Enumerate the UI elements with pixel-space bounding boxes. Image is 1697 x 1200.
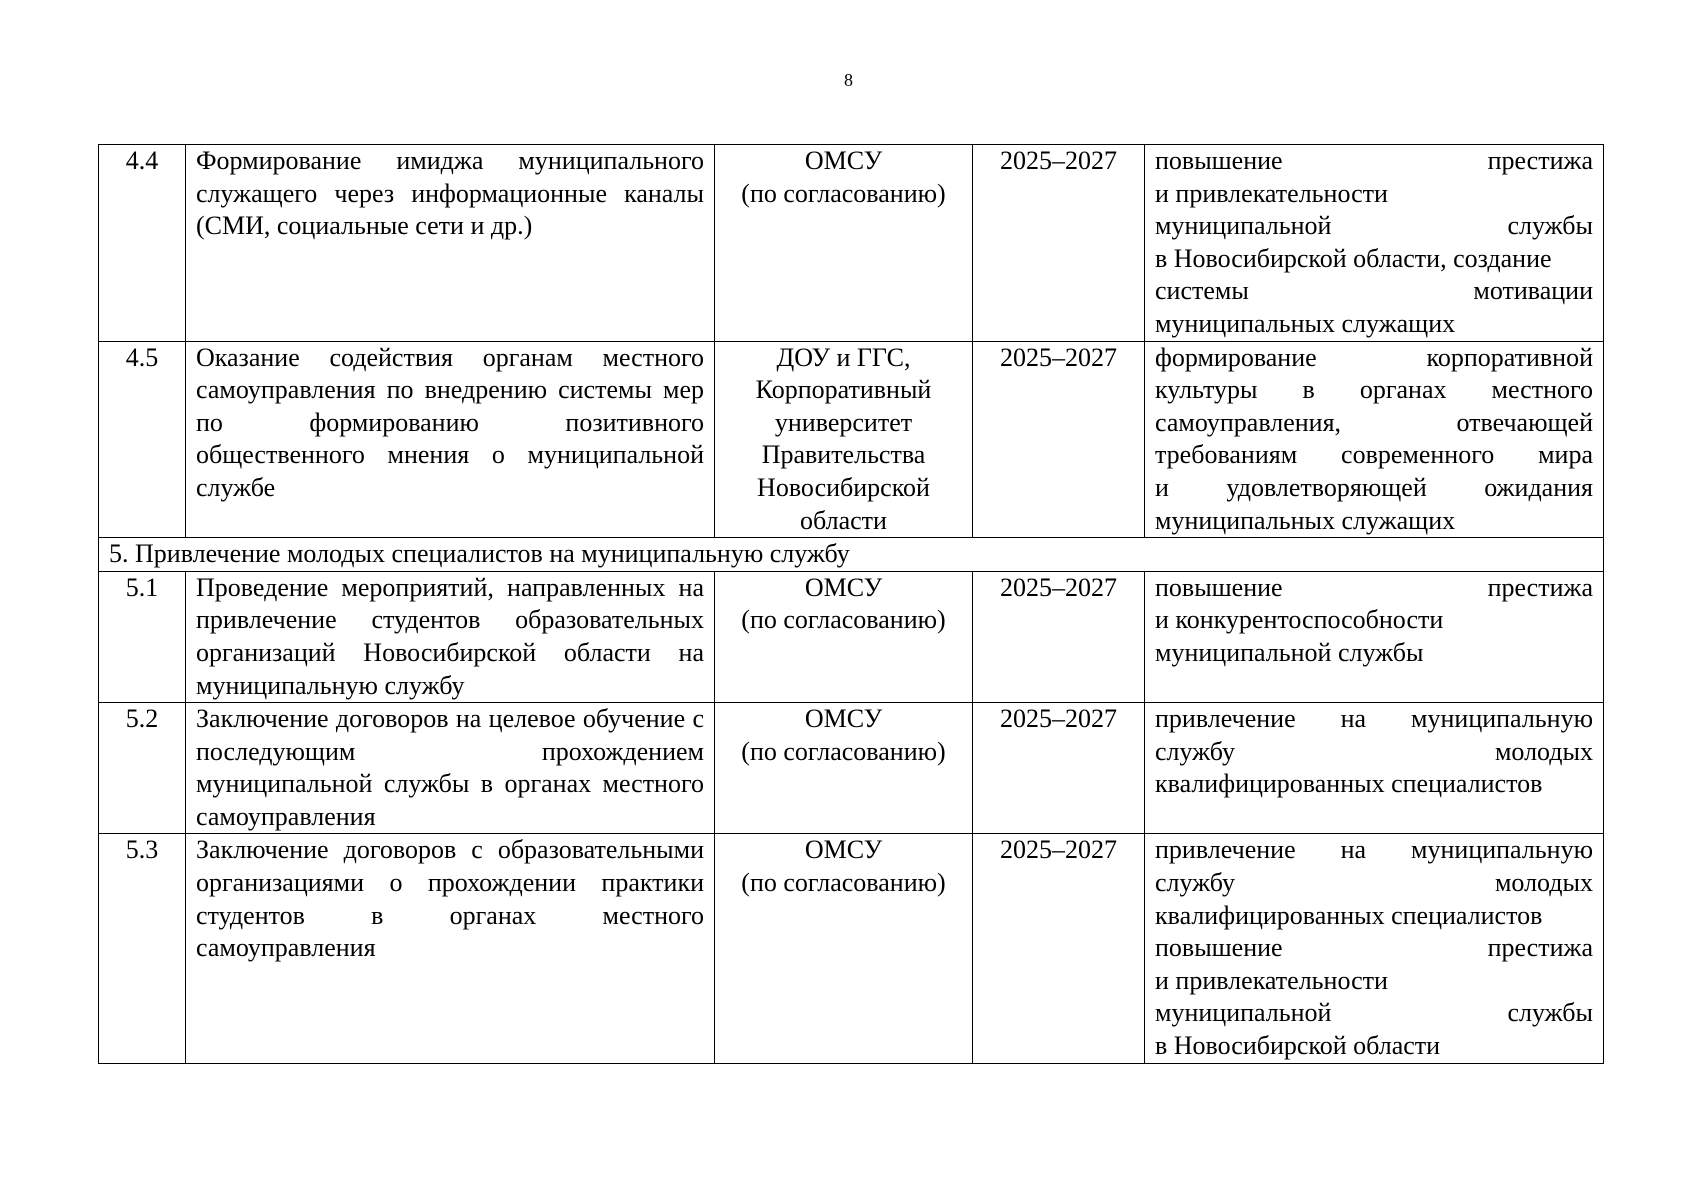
result-line: и привлекательности xyxy=(1155,178,1388,208)
result-line: системы мотивации xyxy=(1155,276,1593,306)
row-number: 5.3 xyxy=(99,834,186,1063)
executor-line: Корпоративный xyxy=(755,375,932,405)
result-line: муниципальной службы xyxy=(1155,637,1424,667)
result-line: службу молодых xyxy=(1155,736,1593,766)
result-cell xyxy=(1145,145,1604,342)
result-line: повышение престижа xyxy=(1155,933,1593,963)
executor-line: ОМСУ xyxy=(804,572,883,602)
activity-name: Оказание содействия органам местного самоуправления по внедрению системы мер по формированию позитивного общественного мнения о муниципальной службе xyxy=(186,341,715,538)
executor-line: области xyxy=(800,505,887,535)
result-line: и конкурентоспособности xyxy=(1155,605,1444,635)
term-cell: 2025–2027 xyxy=(973,571,1145,702)
activity-name: Заключение договоров на целевое обучение с последующим прохождением муниципальной службы в органах местного самоуправления xyxy=(186,703,715,834)
executor-line: (по согласованию) xyxy=(741,605,946,635)
result-line: муниципальной службы xyxy=(1155,998,1593,1028)
table-row xyxy=(99,571,1604,702)
result-line: требованиям современного мира xyxy=(1155,440,1593,470)
executor-line: университет xyxy=(774,407,913,437)
result-line: квалифицированных специалистов xyxy=(1155,900,1543,930)
result-line: привлечение на муниципальную xyxy=(1155,835,1593,865)
term-cell: 2025–2027 xyxy=(973,703,1145,834)
result-cell xyxy=(1145,703,1604,834)
result-line: муниципальных служащих xyxy=(1155,308,1456,338)
executor-cell xyxy=(715,145,973,342)
row-number: 5.1 xyxy=(99,571,186,702)
result-line: культуры в органах местного xyxy=(1155,375,1593,405)
result-cell xyxy=(1145,341,1604,538)
executor-cell xyxy=(715,571,973,702)
executor-line: ОМСУ xyxy=(804,146,883,175)
executor-cell xyxy=(715,703,973,834)
result-line: муниципальных служащих xyxy=(1155,505,1456,535)
page-number: 8 xyxy=(844,70,853,90)
executor-cell xyxy=(715,341,973,538)
executor-line: (по согласованию) xyxy=(741,868,946,898)
executor-line: (по согласованию) xyxy=(741,736,946,766)
term-cell: 2025–2027 xyxy=(973,834,1145,1063)
executor-line: Правительства xyxy=(761,440,926,470)
row-number: 5.2 xyxy=(99,703,186,834)
result-line: формирование корпоративной xyxy=(1155,342,1593,372)
table-row xyxy=(99,834,1604,1063)
result-line: повышение престижа xyxy=(1155,146,1593,175)
executor-line: ОМСУ xyxy=(804,704,883,734)
table-row xyxy=(99,145,1604,342)
result-line: и удовлетворяющей ожидания xyxy=(1155,472,1593,502)
row-number: 4.5 xyxy=(99,341,186,538)
term-cell: 2025–2027 xyxy=(973,341,1145,538)
activity-name: Заключение договоров с образовательными организациями о прохождении практики студентов в органах местного самоуправления xyxy=(186,834,715,1063)
result-line: привлечение на муниципальную xyxy=(1155,704,1593,734)
section-row xyxy=(99,538,1604,572)
result-line: в Новосибирской области, создание xyxy=(1155,243,1552,273)
executor-line: ОМСУ xyxy=(804,835,883,865)
result-cell xyxy=(1145,834,1604,1063)
result-line: службу молодых xyxy=(1155,868,1593,898)
result-line: в Новосибирской области xyxy=(1155,1031,1441,1061)
result-line: и привлекательности xyxy=(1155,965,1388,995)
section-title: 5. Привлечение молодых специалистов на муниципальную службу xyxy=(99,538,1604,572)
activity-name: Проведение мероприятий, направленных на привлечение студентов образовательных организаций Новосибирской области на муниципальную службу xyxy=(186,571,715,702)
result-line: муниципальной службы xyxy=(1155,211,1593,241)
activities-table xyxy=(98,144,1604,1064)
term-cell: 2025–2027 xyxy=(973,145,1145,342)
executor-line: Новосибирской xyxy=(757,472,930,502)
result-line: квалифицированных специалистов xyxy=(1155,769,1543,799)
result-line: самоуправления, отвечающей xyxy=(1155,407,1593,437)
row-number: 4.4 xyxy=(99,145,186,342)
result-cell xyxy=(1145,571,1604,702)
executor-line: (по согласованию) xyxy=(741,178,946,208)
table-row xyxy=(99,341,1604,538)
table-row xyxy=(99,703,1604,834)
result-line: повышение престижа xyxy=(1155,572,1593,602)
activity-name: Формирование имиджа муниципального служащего через информационные каналы (СМИ, социальные сети и др.) xyxy=(186,145,715,342)
executor-cell xyxy=(715,834,973,1063)
executor-line: ДОУ и ГГС, xyxy=(776,342,911,372)
